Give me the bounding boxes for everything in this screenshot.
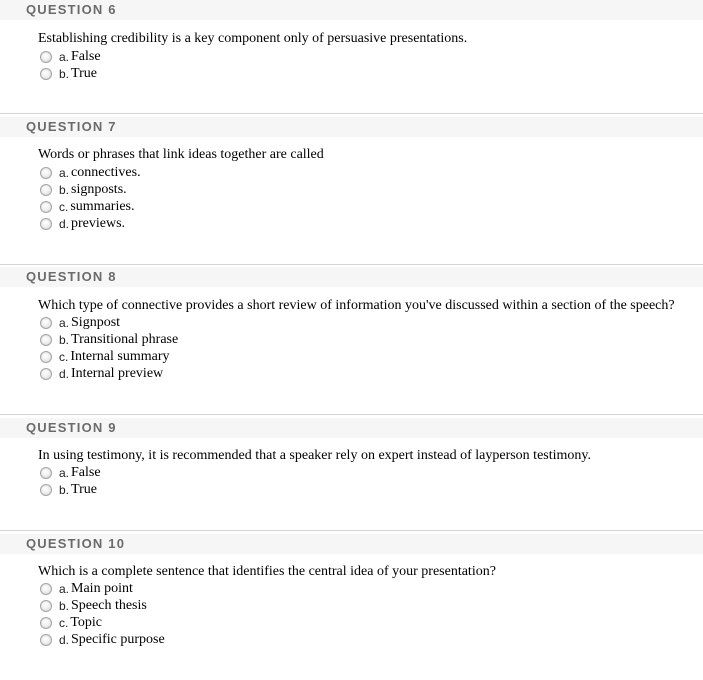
option-letter: c. [59,199,69,214]
option-a[interactable] [40,580,133,597]
question-title: QUESTION 7 [26,119,117,134]
option-letter: d. [59,216,70,231]
option-label[interactable]: Signpost [71,314,121,330]
option-letter: b. [59,66,70,81]
radio-button[interactable] [40,317,52,329]
question-header [0,0,703,20]
option-letter: d. [59,632,70,647]
question-divider [0,113,703,114]
option-label[interactable]: Transitional phrase [71,331,179,347]
option-label[interactable]: Internal preview [71,365,164,381]
question-text: In using testimony, it is recommended that a speaker rely on expert instead of layperson testimony. [38,448,591,463]
option-a[interactable] [40,164,141,181]
radio-button[interactable] [40,351,52,363]
radio-button[interactable] [40,218,52,230]
option-letter: a. [59,465,70,480]
option-letter: a. [59,49,70,64]
radio-button[interactable] [40,51,52,63]
question-text: Which type of connective provides a short review of information you've discussed within a section of the speech? [38,298,675,313]
option-label[interactable]: True [71,481,97,497]
option-d[interactable] [40,215,125,232]
radio-button[interactable] [40,484,52,496]
option-c[interactable] [40,198,135,215]
option-label[interactable]: False [71,48,101,64]
option-d[interactable] [40,365,163,382]
question-text: Words or phrases that link ideas together are called [38,147,324,162]
question-title: QUESTION 6 [26,2,117,17]
option-letter: a. [59,581,70,596]
option-label[interactable]: previews. [71,215,126,231]
radio-button[interactable] [40,467,52,479]
radio-button[interactable] [40,201,52,213]
option-c[interactable] [40,614,102,631]
option-label[interactable]: Topic [70,614,103,630]
question-header [0,534,703,554]
option-b[interactable] [40,597,147,614]
option-d[interactable] [40,631,165,648]
question-divider [0,530,703,531]
option-letter: a. [59,315,70,330]
question-text: Which is a complete sentence that identifies the central idea of your presentation? [38,564,496,579]
option-label[interactable]: summaries. [70,198,135,214]
option-label[interactable]: Specific purpose [71,631,165,647]
option-label[interactable]: Speech thesis [71,597,147,613]
option-label[interactable]: False [71,464,101,480]
option-letter: b. [59,182,70,197]
radio-button[interactable] [40,334,52,346]
question-title: QUESTION 9 [26,420,117,435]
option-letter: c. [59,349,69,364]
question-header [0,267,703,287]
radio-button[interactable] [40,167,52,179]
option-letter: b. [59,332,70,347]
option-a[interactable] [40,314,120,331]
radio-button[interactable] [40,600,52,612]
question-divider [0,414,703,415]
option-b[interactable] [40,181,127,198]
option-b[interactable] [40,331,178,348]
option-a[interactable] [40,464,101,481]
option-label[interactable]: signposts. [71,181,127,197]
option-a[interactable] [40,48,101,65]
radio-button[interactable] [40,617,52,629]
question-title: QUESTION 8 [26,269,117,284]
option-letter: b. [59,598,70,613]
option-label[interactable]: Internal summary [70,348,170,364]
option-letter: d. [59,366,70,381]
option-letter: c. [59,615,69,630]
option-label[interactable]: Main point [71,580,133,596]
option-letter: b. [59,482,70,497]
question-header [0,117,703,137]
radio-button[interactable] [40,634,52,646]
radio-button[interactable] [40,583,52,595]
radio-button[interactable] [40,184,52,196]
radio-button[interactable] [40,68,52,80]
question-title: QUESTION 10 [26,536,126,551]
option-c[interactable] [40,348,169,365]
option-letter: a. [59,165,70,180]
question-text: Establishing credibility is a key component only of persuasive presentations. [38,31,468,46]
question-header [0,418,703,438]
question-divider [0,264,703,265]
option-b[interactable] [40,481,97,498]
option-label[interactable]: True [71,65,97,81]
option-label[interactable]: connectives. [71,164,141,180]
radio-button[interactable] [40,368,52,380]
option-b[interactable] [40,65,97,82]
